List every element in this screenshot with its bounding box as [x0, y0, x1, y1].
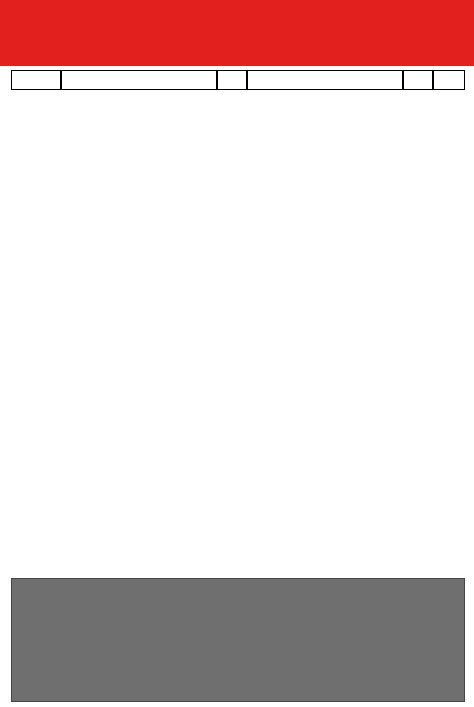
signals-table [11, 70, 465, 575]
col-header-starboard [247, 70, 403, 90]
col-header-shape [403, 70, 433, 90]
col-header-ahead [217, 70, 247, 90]
header-banner [0, 0, 474, 66]
towing-section [11, 578, 465, 702]
col-header-rule [11, 70, 61, 90]
col-header-port [61, 70, 217, 90]
col-header-sound [433, 70, 465, 90]
